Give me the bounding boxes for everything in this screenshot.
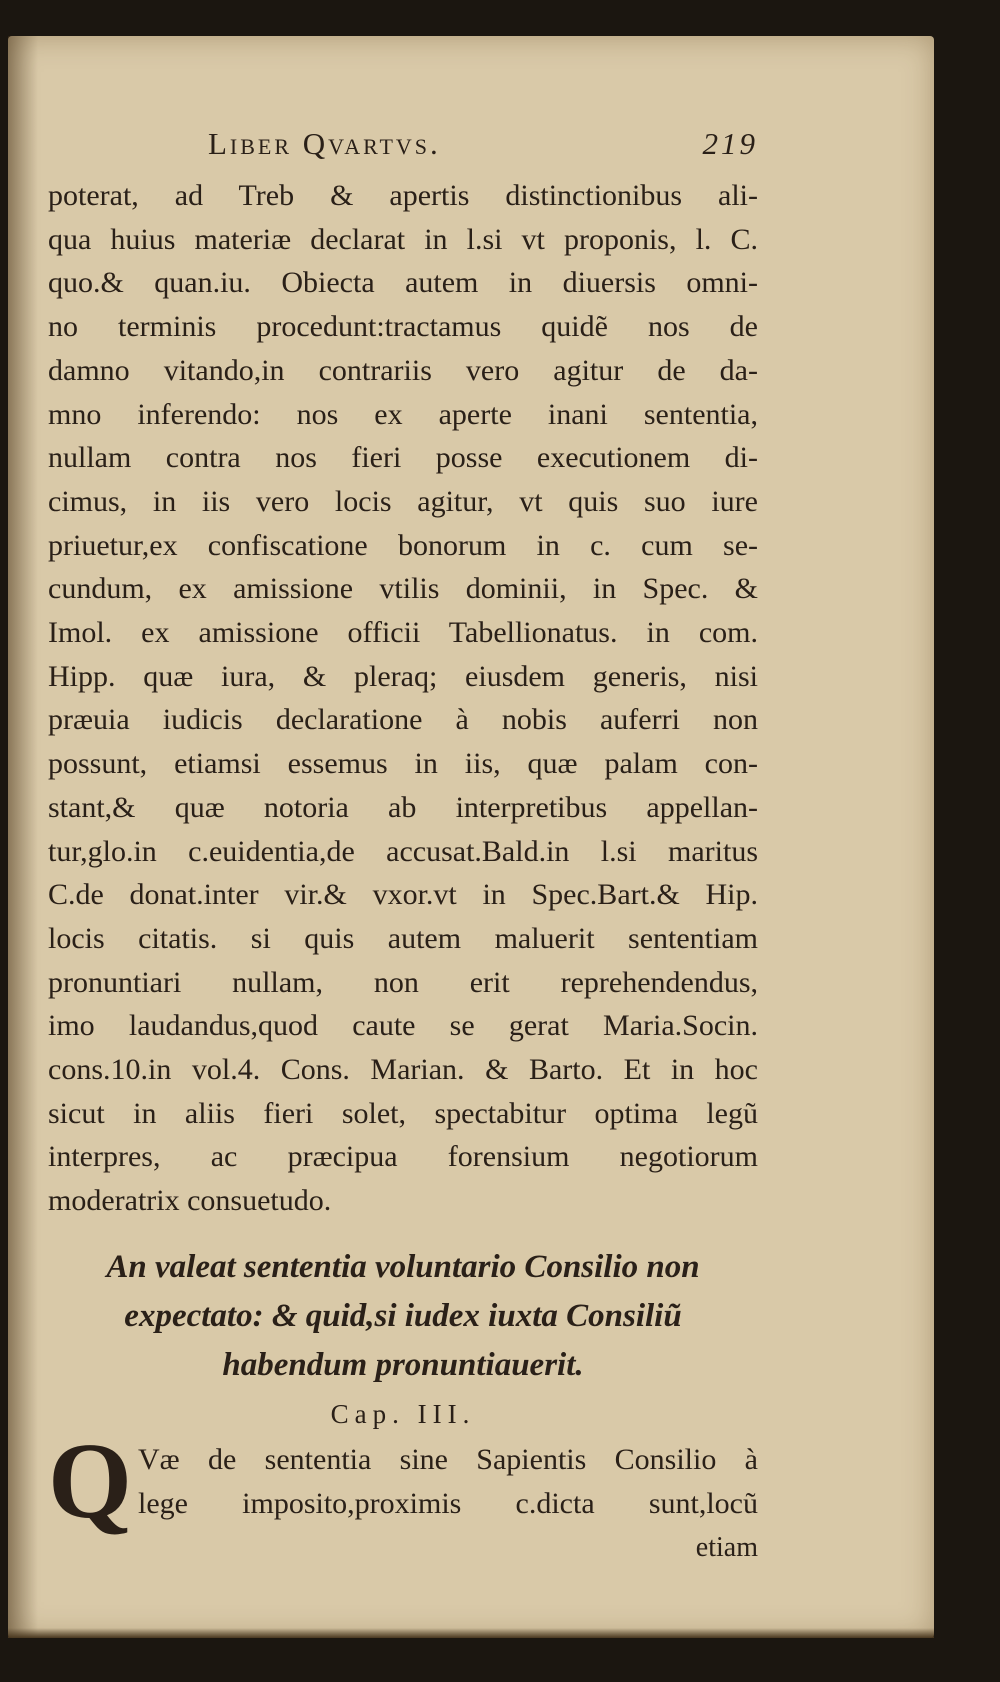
- text-line: moderatrix consuetudo.: [48, 1184, 332, 1218]
- text-line: cons.10.in vol.4. Cons. Marian. & Barto. Et in hoc: [48, 1053, 758, 1087]
- text-line: poterat, ad Treb & apertis distinctionibus ali-: [48, 179, 758, 212]
- text-line: cundum, ex amissione vtilis dominii, in Spec. &: [48, 572, 758, 606]
- text-line: imo laudandus,quod caute se gerat Maria.Socin.: [48, 1009, 758, 1043]
- drop-cap: Q: [48, 1421, 133, 1541]
- text-line: pronuntiari nullam, non erit reprehendendus,: [48, 965, 758, 999]
- text-line: Væ de sententia sine Sapientis Consilio à: [138, 1442, 758, 1476]
- text-line: præuia iudicis declaratione à nobis auferri non: [48, 703, 758, 737]
- page-number: 219: [702, 126, 758, 161]
- text-line: lege imposito,proximis c.dicta sunt,locũ: [138, 1486, 758, 1520]
- text-line: no terminis procedunt:tractamus quidẽ nos de: [48, 310, 758, 344]
- text-line: Hipp. quæ iura, & pleraq; eiusdem generis, nisi: [48, 659, 758, 693]
- chapter-opening: [48, 1421, 758, 1578]
- heading-line: expectato: & quid,si iudex iuxta Consiliũ: [124, 1297, 682, 1334]
- text-line: qua huius materiæ declarat in l.si vt proponis, l. C.: [48, 222, 758, 256]
- chapter-heading: [48, 1243, 758, 1390]
- text-line: locis citatis. si quis autem maluerit sententiam: [48, 921, 758, 955]
- text-line: sicut in aliis fieri solet, spectabitur optima legũ: [48, 1096, 758, 1130]
- catchword: etiam: [695, 1531, 758, 1563]
- heading-line: An valeat sententia voluntario Consilio non: [106, 1248, 700, 1285]
- text-line: C.de donat.inter vir.& vxor.vt in Spec.Bart.& Hip.: [48, 878, 758, 912]
- text-line: interpres, ac præcipua forensium negotiorum: [48, 1140, 758, 1174]
- gutter-shadow: [8, 36, 38, 1638]
- text-line: stant,& quæ notoria ab interpretibus appellan-: [48, 790, 758, 824]
- opening-lines: [138, 1438, 758, 1526]
- body-text: [48, 174, 758, 1223]
- text-line: priuetur,ex confiscatione bonorum in c. cum se-: [48, 528, 758, 562]
- page-bottom-edge: [8, 1628, 934, 1638]
- running-head: [48, 126, 758, 174]
- chapter-number: Cap. III.: [330, 1398, 476, 1429]
- heading-line: habendum pronuntiauerit.: [222, 1346, 584, 1383]
- text-line: mno inferendo: nos ex aperte inani sententia,: [48, 397, 758, 431]
- text-line: nullam contra nos fieri posse executionem di-: [48, 441, 758, 475]
- running-head-title: Liber Qvartvs.: [208, 126, 441, 161]
- text-block: [48, 126, 758, 1578]
- text-line: cimus, in iis vero locis agitur, vt quis suo iure: [48, 484, 758, 518]
- text-line: tur,glo.in c.euidentia,de accusat.Bald.in l.si maritus: [48, 834, 758, 868]
- text-line: damno vitando,in contrariis vero agitur de da-: [48, 353, 758, 387]
- book-page: [8, 36, 934, 1638]
- text-line: quo.& quan.iu. Obiecta autem in diuersis omni-: [48, 266, 758, 300]
- text-line: Imol. ex amissione officii Tabellionatus. in com.: [48, 616, 758, 650]
- text-line: possunt, etiamsi essemus in iis, quæ palam con-: [48, 747, 758, 781]
